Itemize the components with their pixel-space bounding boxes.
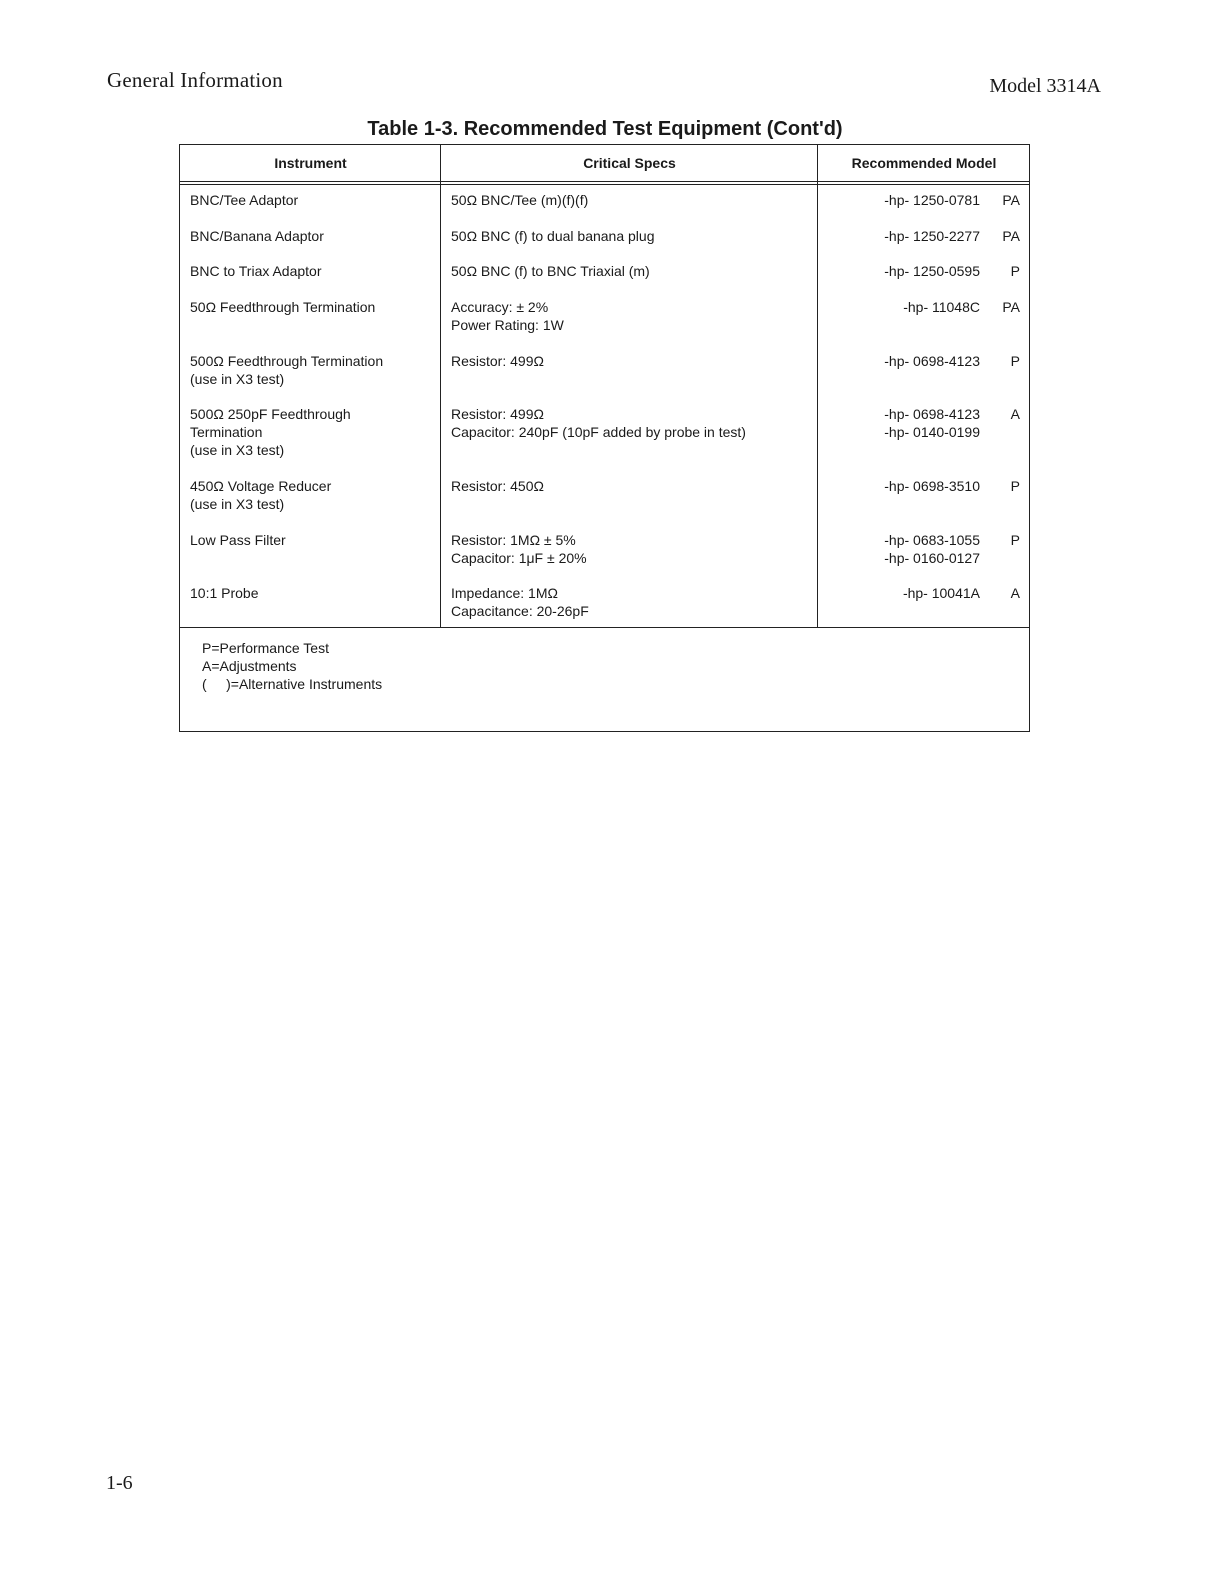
table-row-instrument bbox=[190, 531, 435, 549]
table-row-model bbox=[830, 298, 980, 316]
instrument-line: BNC/Banana Adaptor bbox=[190, 228, 324, 244]
instrument-line: BNC to Triax Adaptor bbox=[190, 263, 322, 279]
model-number: -hp- 11048C bbox=[903, 299, 980, 315]
table-row-instrument bbox=[190, 298, 435, 316]
table-row-model bbox=[830, 584, 980, 602]
instrument-line: (use in X3 test) bbox=[190, 442, 285, 458]
table-row-use-code: A bbox=[1010, 406, 1020, 422]
table-row-specs bbox=[451, 191, 811, 209]
instrument-line: 500Ω Feedthrough Termination bbox=[190, 353, 384, 369]
model-number: -hp- 0160-0127 bbox=[884, 550, 980, 566]
instrument-line: Low Pass Filter bbox=[190, 532, 286, 548]
model-number: -hp- 1250-0595 bbox=[884, 263, 980, 279]
table-row-use-code: PA bbox=[1002, 228, 1020, 244]
table-row-use-code: P bbox=[1010, 263, 1020, 279]
instrument-line: 10:1 Probe bbox=[190, 585, 259, 601]
table-row-model bbox=[830, 477, 980, 495]
spec-line: Resistor: 450Ω bbox=[451, 478, 544, 494]
instrument-line: 450Ω Voltage Reducer bbox=[190, 478, 332, 494]
table-row-specs bbox=[451, 531, 811, 567]
instrument-line: (use in X3 test) bbox=[190, 371, 285, 387]
instrument-line: Termination bbox=[190, 424, 263, 440]
spec-line: Capacitor: 1μF ± 20% bbox=[451, 550, 587, 566]
equipment-table bbox=[179, 144, 1030, 732]
table-row-specs bbox=[451, 352, 811, 370]
instrument-line: (use in X3 test) bbox=[190, 496, 285, 512]
page-number: 1-6 bbox=[106, 1472, 133, 1494]
legend-item: A=Adjustments bbox=[202, 658, 297, 674]
model-number: -hp- 10041A bbox=[902, 585, 980, 601]
column-header-critical-specs: Critical Specs bbox=[583, 155, 676, 171]
table-row-instrument bbox=[190, 227, 435, 245]
table-row-instrument bbox=[190, 352, 435, 388]
model-number: -hp- 1250-0781 bbox=[884, 192, 980, 208]
section-title: General Information bbox=[107, 68, 283, 92]
table-row-model bbox=[830, 227, 980, 245]
legend-item: ( )=Alternative Instruments bbox=[202, 676, 383, 692]
table-row-specs bbox=[451, 262, 811, 280]
spec-line: Impedance: 1MΩ bbox=[451, 585, 558, 601]
spec-line: 50Ω BNC (f) to dual banana plug bbox=[451, 228, 655, 244]
table-row-specs bbox=[451, 584, 811, 620]
table-row-specs bbox=[451, 477, 811, 495]
table-row-specs bbox=[451, 227, 811, 245]
model-number: -hp- 0698-4123 bbox=[884, 406, 980, 422]
spec-line: Accuracy: ± 2% bbox=[451, 299, 549, 315]
spec-line: Resistor: 1MΩ ± 5% bbox=[451, 532, 576, 548]
table-row-specs bbox=[451, 298, 811, 334]
table-row-use-code: P bbox=[1010, 353, 1020, 369]
column-divider bbox=[440, 145, 441, 627]
model-label: Model 3314A bbox=[989, 75, 1101, 97]
table-row-model bbox=[830, 405, 980, 441]
table-row-use-code: PA bbox=[1002, 192, 1020, 208]
column-header-recommended-model: Recommended Model bbox=[851, 155, 997, 171]
spec-line: 50Ω BNC (f) to BNC Triaxial (m) bbox=[451, 263, 650, 279]
table-row-instrument bbox=[190, 405, 435, 459]
column-divider bbox=[817, 145, 818, 627]
table-row-instrument bbox=[190, 584, 435, 602]
column-header-instrument: Instrument bbox=[274, 155, 347, 171]
legend-item: P=Performance Test bbox=[202, 640, 329, 656]
table-row-use-code: PA bbox=[1002, 299, 1020, 315]
instrument-line: 50Ω Feedthrough Termination bbox=[190, 299, 376, 315]
table-row-use-code: A bbox=[1010, 585, 1020, 601]
spec-line: Resistor: 499Ω bbox=[451, 353, 544, 369]
table-row-specs bbox=[451, 405, 811, 441]
table-title: Table 1-3. Recommended Test Equipment (Cont'd) bbox=[367, 118, 843, 140]
spec-line: Resistor: 499Ω bbox=[451, 406, 544, 422]
table-row-model bbox=[830, 531, 980, 567]
model-number: -hp- 0140-0199 bbox=[884, 424, 980, 440]
table-row-use-code: P bbox=[1010, 532, 1020, 548]
spec-line: Capacitor: 240pF (10pF added by probe in test) bbox=[451, 424, 746, 440]
spec-line: Power Rating: 1W bbox=[451, 317, 564, 333]
table-row-instrument bbox=[190, 477, 435, 513]
header-divider bbox=[180, 181, 1029, 185]
instrument-line: BNC/Tee Adaptor bbox=[190, 192, 299, 208]
table-legend bbox=[202, 639, 382, 693]
spec-line: 50Ω BNC/Tee (m)(f)(f) bbox=[451, 192, 589, 208]
table-row-model bbox=[830, 262, 980, 280]
model-number: -hp- 0698-3510 bbox=[884, 478, 980, 494]
table-row-model bbox=[830, 352, 980, 370]
instrument-line: 500Ω 250pF Feedthrough bbox=[190, 406, 351, 422]
model-number: -hp- 0698-4123 bbox=[884, 353, 980, 369]
table-row-use-code: P bbox=[1010, 478, 1020, 494]
table-row-model bbox=[830, 191, 980, 209]
model-number: -hp- 1250-2277 bbox=[884, 228, 980, 244]
model-number: -hp- 0683-1055 bbox=[884, 532, 980, 548]
table-row-instrument bbox=[190, 262, 435, 280]
spec-line: Capacitance: 20-26pF bbox=[451, 603, 589, 619]
table-body-divider bbox=[180, 627, 1029, 628]
table-row-instrument bbox=[190, 191, 435, 209]
